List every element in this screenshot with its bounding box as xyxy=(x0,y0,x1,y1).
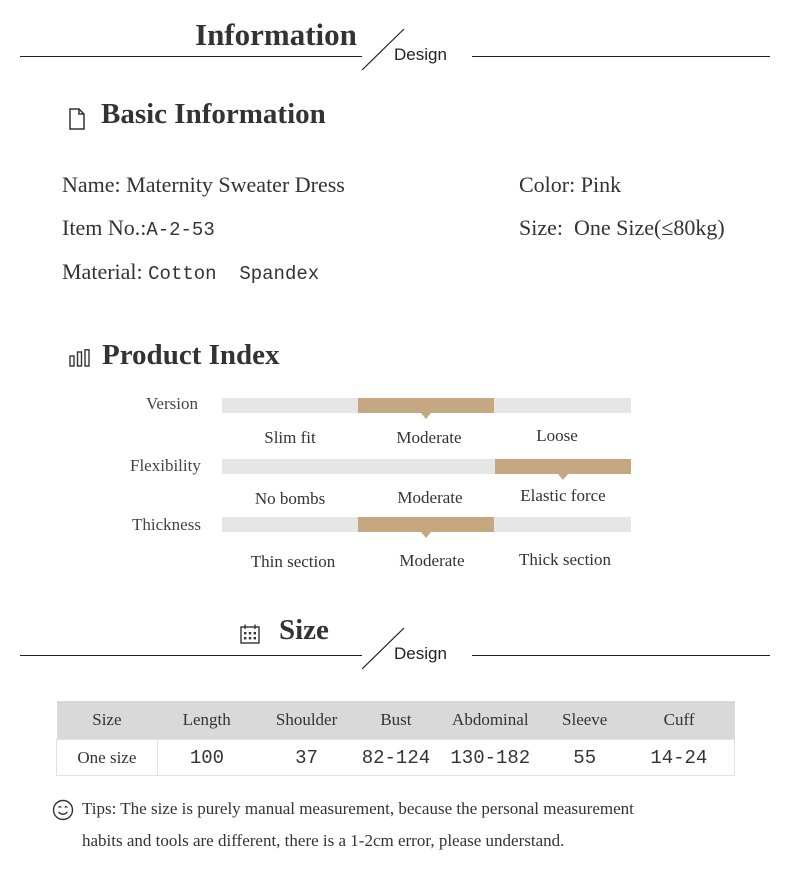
item-label: Item No.: xyxy=(62,215,147,240)
divider-right xyxy=(472,56,770,57)
information-title: Information xyxy=(195,17,357,52)
table-cell: 82-124 xyxy=(357,740,435,776)
color-value: Pink xyxy=(580,172,622,197)
color-label: Color: xyxy=(519,172,576,197)
index-track xyxy=(222,398,631,413)
index-label: Flexibility xyxy=(130,456,201,475)
design-subtitle: Design xyxy=(394,644,447,663)
item-row xyxy=(62,215,215,241)
basic-information-title: Basic Information xyxy=(101,98,326,130)
table-cell: 55 xyxy=(546,740,624,776)
index-selected-marker xyxy=(358,517,494,532)
index-option: Moderate xyxy=(396,428,462,447)
table-row xyxy=(57,740,735,776)
divider-left xyxy=(20,655,362,656)
size-title: Size xyxy=(279,614,329,646)
size-value: One Size(≤80kg) xyxy=(574,215,725,240)
index-option: Moderate xyxy=(397,488,463,507)
document-icon xyxy=(68,108,86,130)
table-header-cell: Bust xyxy=(357,701,435,740)
tips-text xyxy=(82,793,634,857)
material-row xyxy=(62,259,319,285)
table-header-cell: Sleeve xyxy=(546,701,624,740)
smiley-icon xyxy=(52,799,74,821)
table-cell: 130-182 xyxy=(435,740,546,776)
name-value: Maternity Sweater Dress xyxy=(126,172,345,197)
product-index-title: Product Index xyxy=(102,339,280,371)
table-cell: One size xyxy=(57,740,158,776)
table-header-cell: Shoulder xyxy=(256,701,357,740)
name-label: Name: xyxy=(62,172,121,197)
table-header-row xyxy=(57,701,735,740)
design-subtitle: Design xyxy=(394,45,447,64)
index-option: Elastic force xyxy=(520,486,606,505)
size-table xyxy=(56,701,735,776)
tips-line-2: habits and tools are different, there is a 1-2cm error, please understand. xyxy=(82,831,565,850)
table-cell: 100 xyxy=(157,740,256,776)
index-option: No bombs xyxy=(254,489,326,508)
table-header-cell: Cuff xyxy=(624,701,735,740)
color-row xyxy=(519,172,621,198)
index-track xyxy=(222,517,631,532)
index-label: Version xyxy=(146,394,198,413)
table-header-cell: Size xyxy=(57,701,158,740)
index-option: Thick section xyxy=(518,550,612,569)
size-label: Size: xyxy=(519,215,563,240)
table-header-cell: Abdominal xyxy=(435,701,546,740)
index-option: Slim fit xyxy=(264,428,316,447)
index-option: Thin section xyxy=(250,552,336,571)
tips-line-1: Tips: The size is purely manual measurement, because the personal measurement xyxy=(82,799,634,818)
table-cell: 14-24 xyxy=(624,740,735,776)
index-selected-marker xyxy=(358,398,494,413)
size-row xyxy=(519,215,725,241)
material-label: Material: xyxy=(62,259,143,284)
table-header-cell: Length xyxy=(157,701,256,740)
index-option: Moderate xyxy=(399,551,465,570)
calendar-icon xyxy=(240,624,260,644)
index-option: Loose xyxy=(536,426,578,445)
table-cell: 37 xyxy=(256,740,357,776)
index-track xyxy=(222,459,631,474)
divider-right xyxy=(472,655,770,656)
name-row xyxy=(62,172,345,198)
material-value: Cotton Spandex xyxy=(148,263,320,285)
bar-chart-icon xyxy=(69,349,91,367)
item-value: A-2-53 xyxy=(146,219,215,241)
index-label: Thickness xyxy=(132,515,201,534)
divider-left xyxy=(20,56,362,57)
index-selected-marker xyxy=(495,459,631,474)
